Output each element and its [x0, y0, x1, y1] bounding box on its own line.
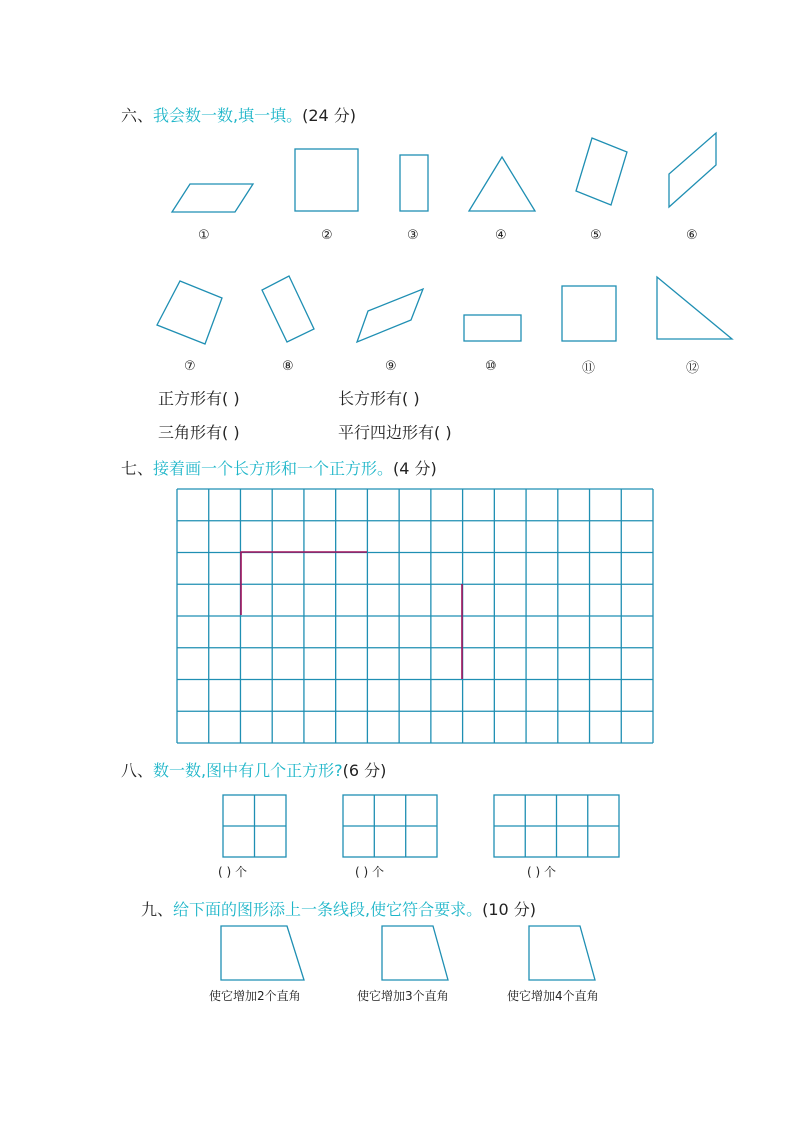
section-9-heading: [141, 897, 536, 920]
section-6-score: (24 分): [302, 106, 357, 125]
square-count-figure-2: [343, 795, 437, 857]
section-7-heading: [121, 456, 437, 479]
trapezoid-2[interactable]: [382, 926, 448, 980]
shape-4-triangle: [469, 157, 535, 211]
shape-6-parallelogram: [669, 133, 716, 207]
square-count-figure-3: [494, 795, 619, 857]
shape-9-parallelogram: [357, 289, 423, 342]
section-8-score: (6 分): [342, 761, 387, 780]
shape-10-rectangle: [464, 315, 521, 341]
drawing-grid[interactable]: [177, 489, 653, 743]
section-7-title: 接着画一个长方形和一个正方形。: [153, 459, 394, 478]
shape-label-5: ⑤: [590, 228, 602, 243]
shape-label-6: ⑥: [686, 228, 698, 243]
shape-label-8: ⑧: [282, 359, 294, 374]
shape-3-rectangle: [400, 155, 428, 211]
section-6-title: 我会数一数,填一填。: [153, 106, 303, 125]
fill-triangle-count[interactable]: 三角形有( ): [158, 423, 240, 442]
shape-label-1: ①: [198, 228, 210, 243]
shape-label-11: ⑪: [582, 361, 596, 376]
shape-label-3: ③: [407, 228, 419, 243]
section-9-score: (10 分): [482, 900, 537, 919]
section-8-number: 八、: [121, 761, 154, 780]
shape-label-9: ⑨: [385, 359, 397, 374]
square-count-figure-1: [223, 795, 286, 857]
shape-5-rectangle: [576, 138, 627, 205]
section-7-number: 七、: [121, 459, 154, 478]
caption-4-right-angles: 使它增加4个直角: [507, 989, 599, 1003]
shape-label-12: ⑫: [686, 361, 700, 376]
section-7-score: (4 分): [393, 459, 437, 478]
shape-2-square: [295, 149, 358, 211]
shape-7-square: [157, 281, 222, 344]
section-9-title: 给下面的图形添上一条线段,使它符合要求。: [173, 900, 483, 919]
shape-label-7: ⑦: [184, 359, 196, 374]
shape-11-square: [562, 286, 616, 341]
shape-1-parallelogram: [172, 184, 253, 212]
trapezoid-1[interactable]: [221, 926, 304, 980]
shape-label-2: ②: [321, 228, 333, 243]
shape-label-10: ⑩: [485, 359, 497, 374]
caption-2-right-angles: 使它增加2个直角: [209, 989, 301, 1003]
fill-parallelogram-count[interactable]: 平行四边形有( ): [338, 423, 452, 442]
section-8-heading: [121, 758, 386, 781]
shape-12-right-triangle: [657, 277, 732, 339]
shape-8-rectangle: [262, 276, 314, 342]
section-9-number: 九、: [141, 900, 174, 919]
section-8-title: 数一数,图中有几个正方形?: [153, 761, 343, 780]
answer-blank-2[interactable]: ( ) 个: [355, 865, 384, 879]
answer-blank-3[interactable]: ( ) 个: [527, 865, 556, 879]
shape-label-4: ④: [495, 228, 507, 243]
answer-blank-1[interactable]: ( ) 个: [218, 865, 247, 879]
fill-rectangle-count[interactable]: 长方形有( ): [338, 389, 420, 408]
fill-square-count[interactable]: 正方形有( ): [158, 389, 240, 408]
trapezoid-3[interactable]: [529, 926, 595, 980]
section-6-number: 六、: [121, 106, 154, 125]
caption-3-right-angles: 使它增加3个直角: [357, 989, 449, 1003]
